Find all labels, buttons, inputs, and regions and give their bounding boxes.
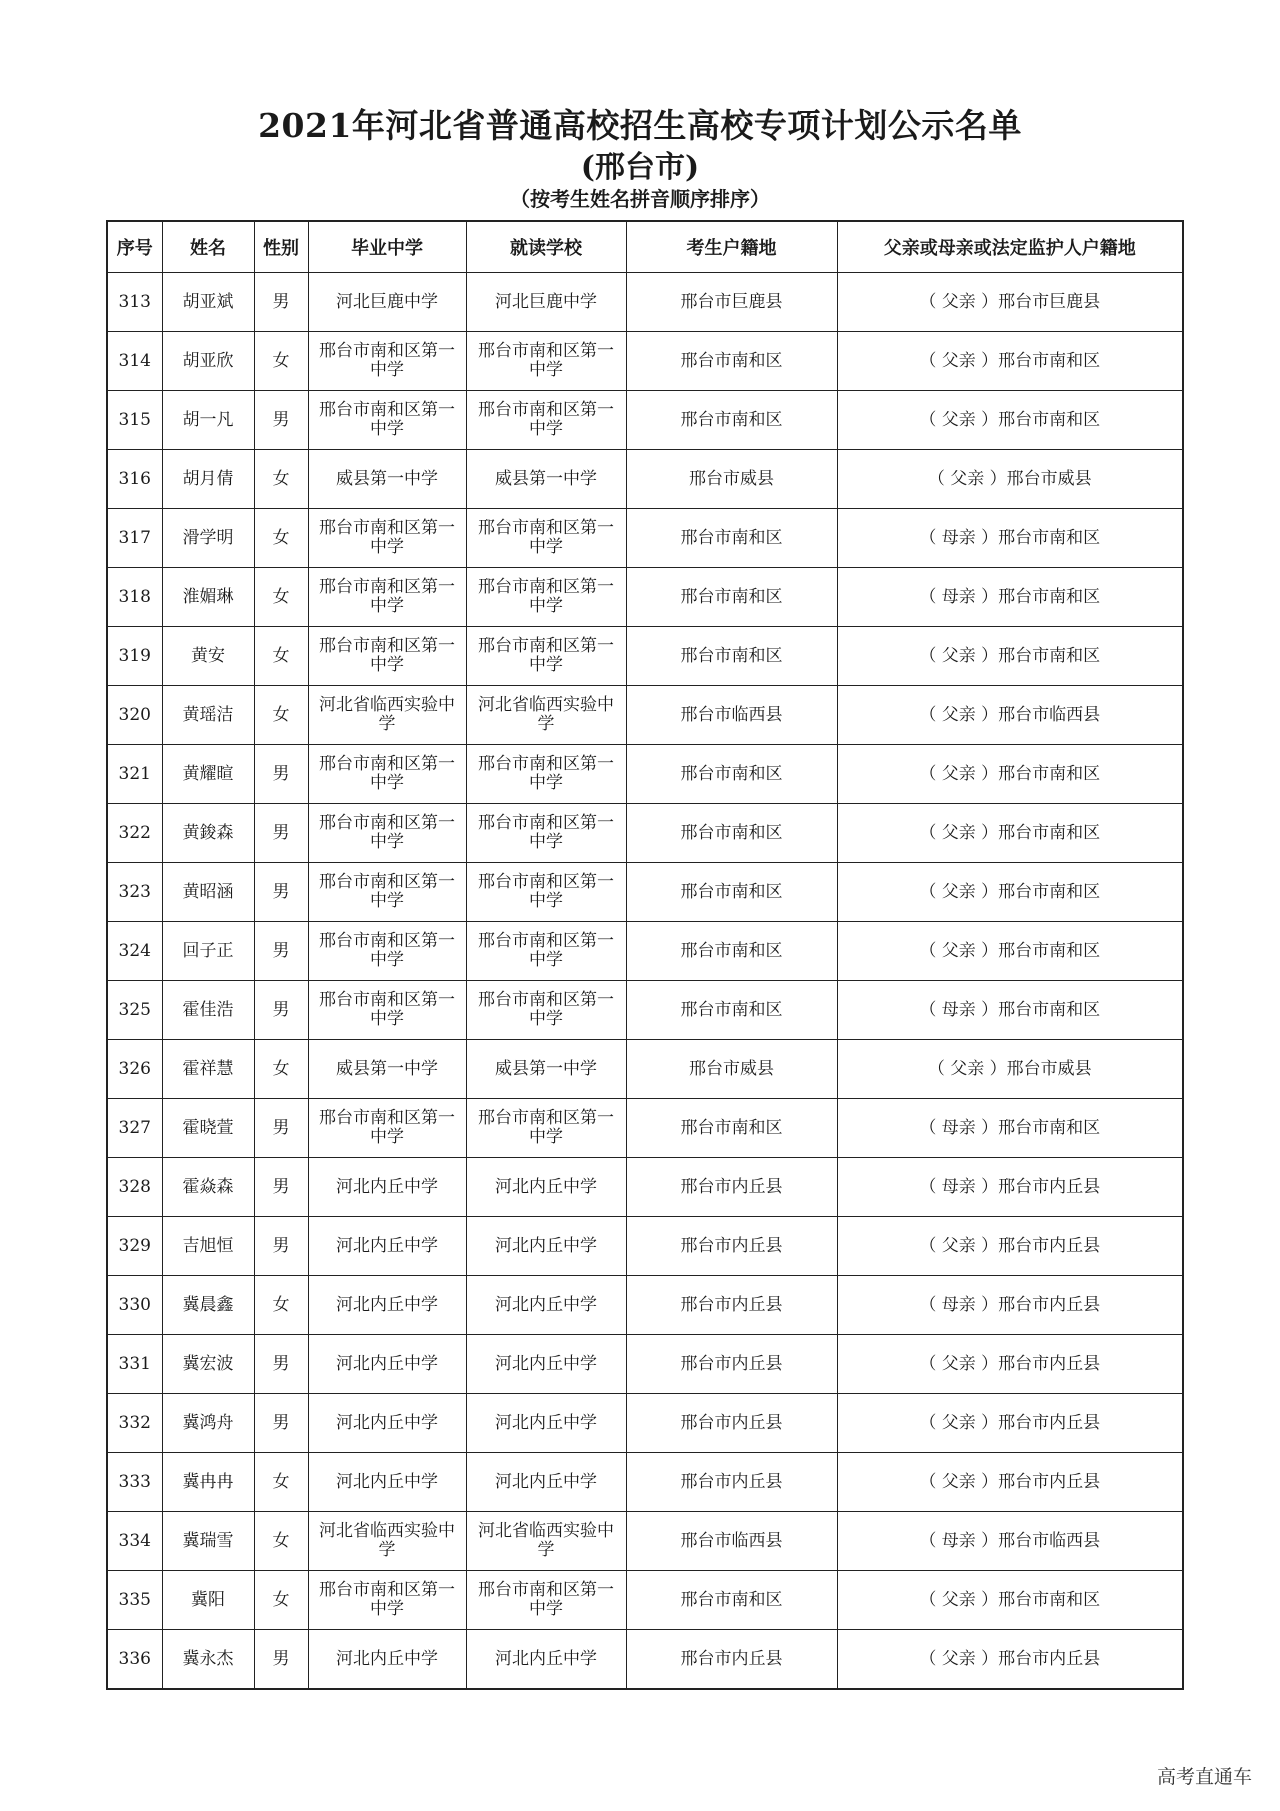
cell-household: 邢台市内丘县 bbox=[626, 1217, 837, 1276]
table-row bbox=[107, 1099, 1183, 1158]
cell-name: 淮媚琳 bbox=[162, 568, 254, 627]
cell-gender: 女 bbox=[254, 1276, 308, 1335]
table-row bbox=[107, 568, 1183, 627]
cell-household: 邢台市内丘县 bbox=[626, 1630, 837, 1690]
cell-name: 黄鋑森 bbox=[162, 804, 254, 863]
cell-no: 329 bbox=[107, 1217, 162, 1276]
cell-grad-school: 河北内丘中学 bbox=[308, 1394, 466, 1453]
cell-gender: 男 bbox=[254, 1335, 308, 1394]
cell-name: 黄安 bbox=[162, 627, 254, 686]
cell-parent-household: （ 父亲 ）邢台市南和区 bbox=[837, 391, 1183, 450]
header-no: 序号 bbox=[107, 221, 162, 273]
cell-name: 冀瑞雪 bbox=[162, 1512, 254, 1571]
cell-gender: 女 bbox=[254, 1453, 308, 1512]
table-row bbox=[107, 273, 1183, 332]
watermark: 高考直通车 bbox=[1156, 1766, 1252, 1788]
cell-current-school: 河北省临西实验中学 bbox=[466, 1512, 626, 1571]
cell-household: 邢台市临西县 bbox=[626, 686, 837, 745]
cell-no: 328 bbox=[107, 1158, 162, 1217]
cell-parent-household: （ 母亲 ）邢台市南和区 bbox=[837, 568, 1183, 627]
cell-no: 316 bbox=[107, 450, 162, 509]
cell-grad-school: 威县第一中学 bbox=[308, 450, 466, 509]
cell-name: 黄瑶洁 bbox=[162, 686, 254, 745]
table-row bbox=[107, 450, 1183, 509]
cell-no: 313 bbox=[107, 273, 162, 332]
cell-grad-school: 邢台市南和区第一中学 bbox=[308, 332, 466, 391]
cell-household: 邢台市临西县 bbox=[626, 1512, 837, 1571]
cell-household: 邢台市南和区 bbox=[626, 568, 837, 627]
cell-no: 319 bbox=[107, 627, 162, 686]
document-subtitle: (邢台市) bbox=[580, 150, 700, 185]
table-row bbox=[107, 863, 1183, 922]
cell-grad-school: 河北巨鹿中学 bbox=[308, 273, 466, 332]
cell-parent-household: （ 父亲 ）邢台市内丘县 bbox=[837, 1453, 1183, 1512]
cell-gender: 男 bbox=[254, 981, 308, 1040]
cell-household: 邢台市内丘县 bbox=[626, 1276, 837, 1335]
cell-no: 333 bbox=[107, 1453, 162, 1512]
cell-no: 331 bbox=[107, 1335, 162, 1394]
cell-gender: 男 bbox=[254, 863, 308, 922]
cell-parent-household: （ 母亲 ）邢台市内丘县 bbox=[837, 1158, 1183, 1217]
cell-gender: 女 bbox=[254, 450, 308, 509]
cell-name: 冀宏波 bbox=[162, 1335, 254, 1394]
table-body bbox=[107, 273, 1183, 1690]
cell-no: 334 bbox=[107, 1512, 162, 1571]
cell-current-school: 邢台市南和区第一中学 bbox=[466, 804, 626, 863]
cell-no: 326 bbox=[107, 1040, 162, 1099]
cell-no: 318 bbox=[107, 568, 162, 627]
cell-parent-household: （ 父亲 ）邢台市南和区 bbox=[837, 863, 1183, 922]
cell-parent-household: （ 母亲 ）邢台市南和区 bbox=[837, 981, 1183, 1040]
cell-gender: 女 bbox=[254, 332, 308, 391]
cell-gender: 女 bbox=[254, 568, 308, 627]
cell-parent-household: （ 母亲 ）邢台市南和区 bbox=[837, 1099, 1183, 1158]
cell-no: 336 bbox=[107, 1630, 162, 1690]
cell-parent-household: （ 父亲 ）邢台市南和区 bbox=[837, 627, 1183, 686]
cell-gender: 男 bbox=[254, 1217, 308, 1276]
cell-no: 335 bbox=[107, 1571, 162, 1630]
cell-parent-household: （ 父亲 ）邢台市南和区 bbox=[837, 1571, 1183, 1630]
cell-no: 322 bbox=[107, 804, 162, 863]
cell-grad-school: 邢台市南和区第一中学 bbox=[308, 627, 466, 686]
cell-no: 330 bbox=[107, 1276, 162, 1335]
cell-name: 冀阳 bbox=[162, 1571, 254, 1630]
table-row bbox=[107, 745, 1183, 804]
cell-gender: 男 bbox=[254, 391, 308, 450]
cell-gender: 女 bbox=[254, 1571, 308, 1630]
cell-no: 315 bbox=[107, 391, 162, 450]
cell-name: 滑学明 bbox=[162, 509, 254, 568]
header-parent-household: 父亲或母亲或法定监护人户籍地 bbox=[837, 221, 1183, 273]
cell-gender: 男 bbox=[254, 745, 308, 804]
cell-household: 邢台市南和区 bbox=[626, 627, 837, 686]
cell-household: 邢台市内丘县 bbox=[626, 1394, 837, 1453]
table-row bbox=[107, 509, 1183, 568]
cell-grad-school: 邢台市南和区第一中学 bbox=[308, 568, 466, 627]
cell-current-school: 河北内丘中学 bbox=[466, 1276, 626, 1335]
cell-name: 黄昭涵 bbox=[162, 863, 254, 922]
table-row bbox=[107, 981, 1183, 1040]
cell-grad-school: 邢台市南和区第一中学 bbox=[308, 1571, 466, 1630]
cell-parent-household: （ 父亲 ）邢台市内丘县 bbox=[837, 1335, 1183, 1394]
cell-parent-household: （ 母亲 ）邢台市临西县 bbox=[837, 1512, 1183, 1571]
cell-household: 邢台市南和区 bbox=[626, 1571, 837, 1630]
cell-current-school: 河北内丘中学 bbox=[466, 1335, 626, 1394]
cell-grad-school: 河北省临西实验中学 bbox=[308, 686, 466, 745]
header-current-school: 就读学校 bbox=[466, 221, 626, 273]
cell-parent-household: （ 父亲 ）邢台市内丘县 bbox=[837, 1394, 1183, 1453]
cell-gender: 男 bbox=[254, 1099, 308, 1158]
table-row bbox=[107, 804, 1183, 863]
cell-current-school: 威县第一中学 bbox=[466, 450, 626, 509]
cell-current-school: 河北内丘中学 bbox=[466, 1158, 626, 1217]
cell-name: 黄耀暄 bbox=[162, 745, 254, 804]
table-row bbox=[107, 1394, 1183, 1453]
table-row bbox=[107, 922, 1183, 981]
cell-current-school: 威县第一中学 bbox=[466, 1040, 626, 1099]
cell-current-school: 邢台市南和区第一中学 bbox=[466, 627, 626, 686]
cell-household: 邢台市南和区 bbox=[626, 1099, 837, 1158]
cell-parent-household: （ 父亲 ）邢台市威县 bbox=[837, 450, 1183, 509]
cell-gender: 男 bbox=[254, 1630, 308, 1690]
cell-name: 吉旭恒 bbox=[162, 1217, 254, 1276]
cell-grad-school: 邢台市南和区第一中学 bbox=[308, 804, 466, 863]
cell-grad-school: 河北省临西实验中学 bbox=[308, 1512, 466, 1571]
cell-name: 霍祥慧 bbox=[162, 1040, 254, 1099]
cell-grad-school: 威县第一中学 bbox=[308, 1040, 466, 1099]
cell-gender: 女 bbox=[254, 1512, 308, 1571]
cell-gender: 男 bbox=[254, 1158, 308, 1217]
cell-no: 320 bbox=[107, 686, 162, 745]
cell-grad-school: 邢台市南和区第一中学 bbox=[308, 981, 466, 1040]
cell-grad-school: 邢台市南和区第一中学 bbox=[308, 391, 466, 450]
header-grad-school: 毕业中学 bbox=[308, 221, 466, 273]
cell-name: 冀晨鑫 bbox=[162, 1276, 254, 1335]
table-row bbox=[107, 1276, 1183, 1335]
document-title: 2021年河北省普通高校招生高校专项计划公示名单 bbox=[258, 106, 1022, 145]
table-row bbox=[107, 1630, 1183, 1690]
cell-name: 胡一凡 bbox=[162, 391, 254, 450]
cell-grad-school: 邢台市南和区第一中学 bbox=[308, 863, 466, 922]
cell-current-school: 邢台市南和区第一中学 bbox=[466, 332, 626, 391]
cell-current-school: 河北巨鹿中学 bbox=[466, 273, 626, 332]
cell-no: 325 bbox=[107, 981, 162, 1040]
cell-parent-household: （ 母亲 ）邢台市南和区 bbox=[837, 509, 1183, 568]
cell-name: 冀鸿舟 bbox=[162, 1394, 254, 1453]
table-row bbox=[107, 332, 1183, 391]
cell-current-school: 河北内丘中学 bbox=[466, 1217, 626, 1276]
cell-parent-household: （ 母亲 ）邢台市内丘县 bbox=[837, 1276, 1183, 1335]
cell-current-school: 邢台市南和区第一中学 bbox=[466, 1099, 626, 1158]
cell-grad-school: 河北内丘中学 bbox=[308, 1630, 466, 1690]
cell-household: 邢台市南和区 bbox=[626, 804, 837, 863]
cell-name: 霍焱森 bbox=[162, 1158, 254, 1217]
cell-current-school: 邢台市南和区第一中学 bbox=[466, 391, 626, 450]
cell-household: 邢台市内丘县 bbox=[626, 1335, 837, 1394]
header-household: 考生户籍地 bbox=[626, 221, 837, 273]
table-row bbox=[107, 627, 1183, 686]
cell-household: 邢台市南和区 bbox=[626, 981, 837, 1040]
cell-name: 霍晓萱 bbox=[162, 1099, 254, 1158]
cell-parent-household: （ 父亲 ）邢台市内丘县 bbox=[837, 1630, 1183, 1690]
cell-grad-school: 邢台市南和区第一中学 bbox=[308, 745, 466, 804]
cell-household: 邢台市内丘县 bbox=[626, 1158, 837, 1217]
cell-name: 胡月倩 bbox=[162, 450, 254, 509]
cell-no: 317 bbox=[107, 509, 162, 568]
cell-current-school: 邢台市南和区第一中学 bbox=[466, 863, 626, 922]
table-header-row bbox=[107, 221, 1183, 273]
cell-no: 323 bbox=[107, 863, 162, 922]
cell-grad-school: 河北内丘中学 bbox=[308, 1217, 466, 1276]
table-row bbox=[107, 1040, 1183, 1099]
cell-gender: 女 bbox=[254, 627, 308, 686]
cell-grad-school: 河北内丘中学 bbox=[308, 1335, 466, 1394]
cell-gender: 男 bbox=[254, 922, 308, 981]
table-row bbox=[107, 1158, 1183, 1217]
cell-parent-household: （ 父亲 ）邢台市南和区 bbox=[837, 745, 1183, 804]
cell-grad-school: 邢台市南和区第一中学 bbox=[308, 922, 466, 981]
list-table bbox=[106, 220, 1184, 1690]
cell-parent-household: （ 父亲 ）邢台市南和区 bbox=[837, 332, 1183, 391]
cell-parent-household: （ 父亲 ）邢台市临西县 bbox=[837, 686, 1183, 745]
cell-grad-school: 河北内丘中学 bbox=[308, 1158, 466, 1217]
table-row bbox=[107, 391, 1183, 450]
cell-no: 324 bbox=[107, 922, 162, 981]
cell-no: 327 bbox=[107, 1099, 162, 1158]
sort-note: （按考生姓名拼音顺序排序） bbox=[510, 187, 770, 211]
header-gender: 性别 bbox=[254, 221, 308, 273]
cell-name: 冀冉冉 bbox=[162, 1453, 254, 1512]
cell-household: 邢台市南和区 bbox=[626, 745, 837, 804]
cell-household: 邢台市威县 bbox=[626, 1040, 837, 1099]
cell-current-school: 邢台市南和区第一中学 bbox=[466, 509, 626, 568]
header-name: 姓名 bbox=[162, 221, 254, 273]
cell-parent-household: （ 父亲 ）邢台市巨鹿县 bbox=[837, 273, 1183, 332]
cell-grad-school: 邢台市南和区第一中学 bbox=[308, 1099, 466, 1158]
table-row bbox=[107, 1571, 1183, 1630]
cell-household: 邢台市威县 bbox=[626, 450, 837, 509]
cell-gender: 男 bbox=[254, 804, 308, 863]
table-row bbox=[107, 686, 1183, 745]
cell-name: 胡亚欣 bbox=[162, 332, 254, 391]
cell-current-school: 邢台市南和区第一中学 bbox=[466, 981, 626, 1040]
cell-no: 332 bbox=[107, 1394, 162, 1453]
table-row bbox=[107, 1335, 1183, 1394]
cell-gender: 女 bbox=[254, 686, 308, 745]
cell-gender: 男 bbox=[254, 1394, 308, 1453]
table-row bbox=[107, 1453, 1183, 1512]
cell-household: 邢台市南和区 bbox=[626, 922, 837, 981]
cell-no: 314 bbox=[107, 332, 162, 391]
cell-household: 邢台市南和区 bbox=[626, 391, 837, 450]
cell-name: 胡亚斌 bbox=[162, 273, 254, 332]
table-row bbox=[107, 1512, 1183, 1571]
cell-household: 邢台市南和区 bbox=[626, 509, 837, 568]
cell-name: 回子正 bbox=[162, 922, 254, 981]
cell-current-school: 河北内丘中学 bbox=[466, 1453, 626, 1512]
cell-household: 邢台市南和区 bbox=[626, 332, 837, 391]
table-row bbox=[107, 1217, 1183, 1276]
cell-parent-household: （ 父亲 ）邢台市南和区 bbox=[837, 804, 1183, 863]
cell-current-school: 邢台市南和区第一中学 bbox=[466, 745, 626, 804]
cell-household: 邢台市巨鹿县 bbox=[626, 273, 837, 332]
cell-grad-school: 邢台市南和区第一中学 bbox=[308, 509, 466, 568]
cell-gender: 男 bbox=[254, 273, 308, 332]
cell-gender: 女 bbox=[254, 509, 308, 568]
cell-gender: 女 bbox=[254, 1040, 308, 1099]
cell-current-school: 河北省临西实验中学 bbox=[466, 686, 626, 745]
cell-parent-household: （ 父亲 ）邢台市南和区 bbox=[837, 922, 1183, 981]
cell-current-school: 河北内丘中学 bbox=[466, 1630, 626, 1690]
cell-household: 邢台市南和区 bbox=[626, 863, 837, 922]
cell-name: 霍佳浩 bbox=[162, 981, 254, 1040]
cell-grad-school: 河北内丘中学 bbox=[308, 1276, 466, 1335]
cell-current-school: 邢台市南和区第一中学 bbox=[466, 568, 626, 627]
cell-current-school: 河北内丘中学 bbox=[466, 1394, 626, 1453]
cell-name: 冀永杰 bbox=[162, 1630, 254, 1690]
cell-parent-household: （ 父亲 ）邢台市威县 bbox=[837, 1040, 1183, 1099]
cell-household: 邢台市内丘县 bbox=[626, 1453, 837, 1512]
cell-current-school: 邢台市南和区第一中学 bbox=[466, 922, 626, 981]
cell-current-school: 邢台市南和区第一中学 bbox=[466, 1571, 626, 1630]
cell-grad-school: 河北内丘中学 bbox=[308, 1453, 466, 1512]
cell-no: 321 bbox=[107, 745, 162, 804]
cell-parent-household: （ 父亲 ）邢台市内丘县 bbox=[837, 1217, 1183, 1276]
